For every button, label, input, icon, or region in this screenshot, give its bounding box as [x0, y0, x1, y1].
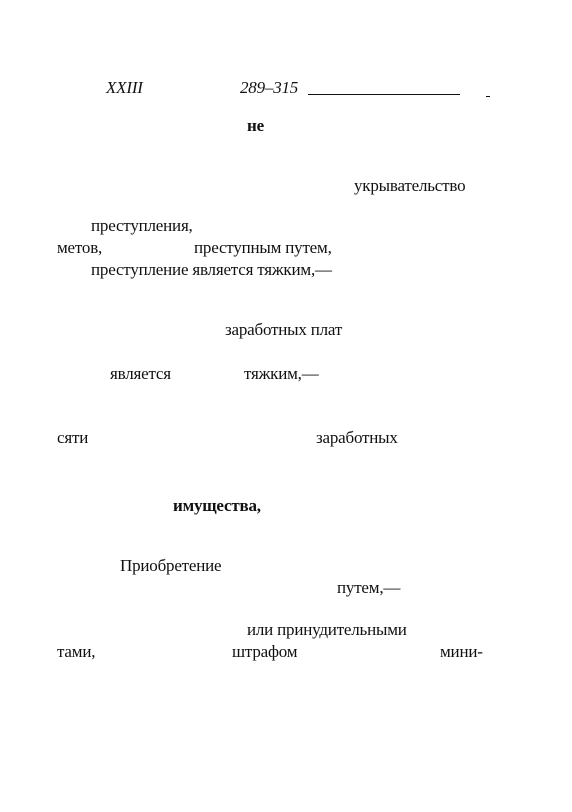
chapter-number: XXIII: [106, 78, 143, 97]
text-fragment: является: [110, 364, 171, 383]
text-fragment: метов,: [57, 238, 103, 257]
text-fragment: или принудительными: [247, 620, 407, 639]
text-fragment: заработных плат: [225, 320, 343, 339]
bold-word-imushchestva: имущества,: [173, 496, 261, 515]
page-range: 289–315: [240, 78, 299, 97]
bold-word-ne: не: [247, 116, 264, 135]
header-rule-mark: [486, 96, 490, 97]
text-fragment: тами,: [57, 642, 96, 661]
text-fragment: заработных: [316, 428, 398, 447]
text-fragment: преступным путем,: [194, 238, 332, 257]
text-fragment: сяти: [57, 428, 89, 447]
text-fragment: путем,—: [337, 578, 401, 597]
text-fragment: тяжким,—: [244, 364, 319, 383]
text-fragment: преступление является тяжким,—: [91, 260, 332, 279]
text-fragment: штрафом: [232, 642, 298, 661]
header-rule: [308, 94, 460, 95]
text-fragment: мини-: [440, 642, 483, 661]
text-fragment: преступления,: [91, 216, 193, 235]
text-fragment: укрывательство: [354, 176, 466, 195]
text-fragment: Приобретение: [120, 556, 222, 575]
